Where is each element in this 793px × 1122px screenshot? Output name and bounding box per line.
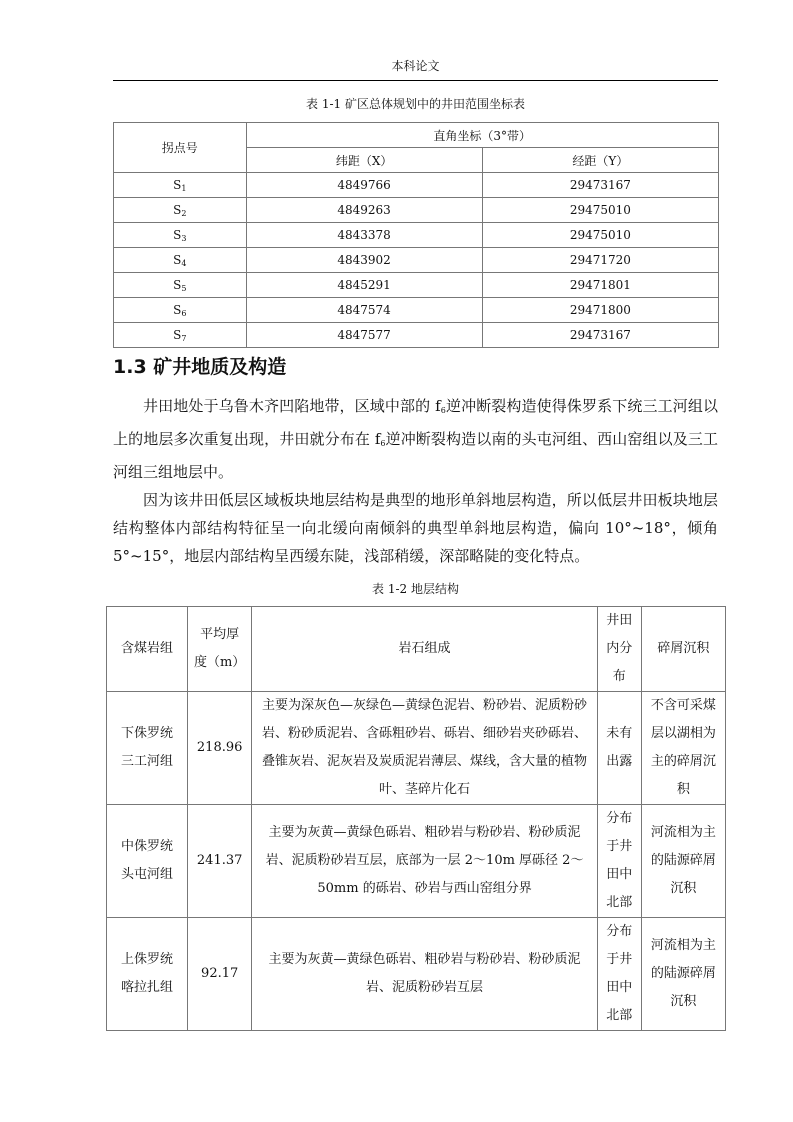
y-cell: 29473167 (482, 323, 718, 348)
distribution-cell: 分布于井田中北部 (597, 918, 641, 1031)
x-cell: 4847577 (246, 323, 482, 348)
table-row (107, 918, 726, 1031)
table-row (114, 323, 719, 348)
group-cell: 中侏罗统头屯河组 (107, 805, 188, 918)
header-thickness: 平均厚度（m） (187, 607, 251, 692)
point-cell: $S_4$ (114, 248, 247, 273)
deposition-cell: 河流相为主的陆源碎屑沉积 (641, 805, 725, 918)
section-heading: 1.3 矿井地质及构造 (113, 356, 287, 378)
y-cell: 29471800 (482, 298, 718, 323)
x-cell: 4849766 (246, 173, 482, 198)
x-cell: 4843378 (246, 223, 482, 248)
table-row (114, 223, 719, 248)
y-cell: 29471720 (482, 248, 718, 273)
group-cell: 上侏罗统喀拉扎组 (107, 918, 188, 1031)
y-cell: 29475010 (482, 198, 718, 223)
paragraph-1: 井田地处于乌鲁木齐凹陷地带，区域中部的 $f_6$逆冲断裂构造使得侏罗系下统三工河组以上的地层多次重复出现，井田就分布在 $f_6$逆冲断裂构造以南的头屯河组、西山窑组以及三工河组三组地层中。 (113, 397, 718, 481)
header-lon: 经距（Y） (482, 148, 718, 173)
composition-cell: 主要为深灰色—灰绿色—黄绿色泥岩、粉砂岩、泥质粉砂岩、粉砂质泥岩、含砾粗砂岩、砾岩、细砂岩夹砂砾岩、叠锥灰岩、泥灰岩及炭质泥岩薄层、煤线，含大量的植物叶、茎碎片化石 (252, 692, 597, 805)
paragraph-2: 因为该井田低层区域板块地层结构是典型的地形单斜地层构造，所以低层井田板块地层结构整体内部结构特征呈一向北缓向南倾斜的典型单斜地层构造，偏向 10°~18°，倾角 5°~15°，地层内部结构呈西缓东陡，浅部稍缓，深部略陡的变化特点。 (113, 491, 718, 565)
thickness-cell: 218.96 (187, 692, 251, 805)
y-cell: 29473167 (482, 173, 718, 198)
distribution-cell: 分布于井田中北部 (597, 805, 641, 918)
point-cell: $S_5$ (114, 273, 247, 298)
x-cell: 4849263 (246, 198, 482, 223)
y-cell: 29471801 (482, 273, 718, 298)
x-cell: 4843902 (246, 248, 482, 273)
distribution-cell: 未有出露 (597, 692, 641, 805)
table-row (114, 173, 719, 198)
page-header: 本科论文 (113, 58, 718, 81)
thickness-cell: 241.37 (187, 805, 251, 918)
header-coord-group: 直角坐标（3°带） (246, 123, 719, 148)
composition-cell: 主要为灰黄—黄绿色砾岩、粗砂岩与粉砂岩、粉砂质泥岩、泥质粉砂岩互层，底部为一层 2～10m 厚砾径 2～50mm 的砾岩、砂岩与西山窑组分界 (252, 805, 597, 918)
point-cell: $S_1$ (114, 173, 247, 198)
x-cell: 4847574 (246, 298, 482, 323)
group-cell: 下侏罗统三工河组 (107, 692, 188, 805)
header-deposition: 碎屑沉积 (641, 607, 725, 692)
point-cell: $S_7$ (114, 323, 247, 348)
table-row (107, 692, 726, 805)
strata-table (106, 606, 726, 1031)
header-lat: 纬距（X） (246, 148, 482, 173)
deposition-cell: 河流相为主的陆源碎屑沉积 (641, 918, 725, 1031)
composition-cell: 主要为灰黄—黄绿色砾岩、粗砂岩与粉砂岩、粉砂质泥岩、泥质粉砂岩互层 (252, 918, 597, 1031)
point-cell: $S_2$ (114, 198, 247, 223)
header-composition: 岩石组成 (252, 607, 597, 692)
deposition-cell: 不含可采煤层以湖相为主的碎屑沉积 (641, 692, 725, 805)
table-row (114, 248, 719, 273)
table-row (114, 273, 719, 298)
header-point: 拐点号 (114, 123, 247, 173)
header-group: 含煤岩组 (107, 607, 188, 692)
header-distribution: 井田内分布 (597, 607, 641, 692)
table-row (114, 298, 719, 323)
point-cell: $S_3$ (114, 223, 247, 248)
point-cell: $S_6$ (114, 298, 247, 323)
table1-caption: 表 1-1 矿区总体规划中的井田范围坐标表 (306, 97, 525, 111)
coordinate-table (113, 122, 719, 348)
table-row (107, 805, 726, 918)
thickness-cell: 92.17 (187, 918, 251, 1031)
x-cell: 4845291 (246, 273, 482, 298)
table-row (114, 198, 719, 223)
y-cell: 29475010 (482, 223, 718, 248)
table2-caption: 表 1-2 地层结构 (372, 582, 459, 596)
